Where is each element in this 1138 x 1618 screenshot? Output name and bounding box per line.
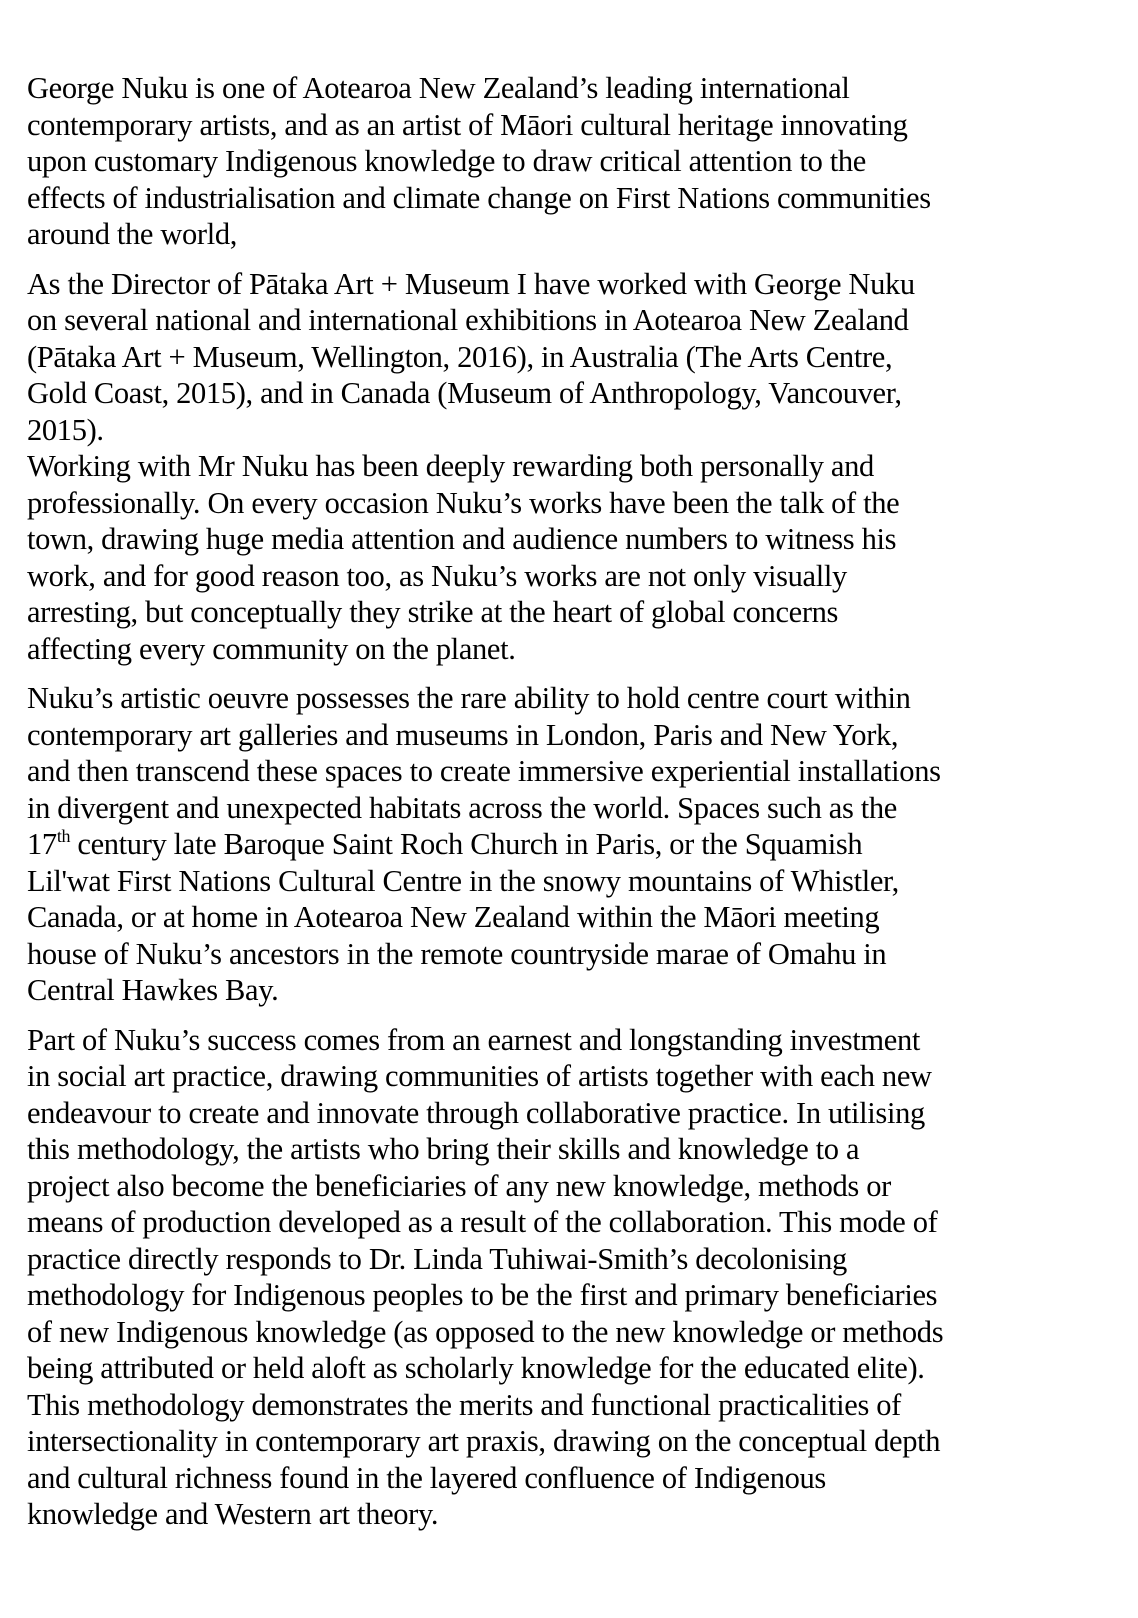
text-line: effects of industrialisation and climate change on First Nations communities — [27, 180, 931, 215]
text-line: this methodology, the artists who bring their skills and knowledge to a — [27, 1132, 860, 1166]
paragraph-artistic-oeuvre — [27, 680, 1127, 1009]
text-line: professionally. On every occasion Nuku’s works have been the talk of the — [27, 485, 900, 520]
text-line: intersectionality in contemporary art praxis, drawing on the conceptual depth — [27, 1424, 941, 1458]
text-line: contemporary art galleries and museums in London, Paris and New York, — [27, 717, 899, 752]
text-line: of new Indigenous knowledge (as opposed to the new knowledge or methods — [27, 1314, 944, 1349]
text-line: house of Nuku’s ancestors in the remote countryside marae of Omahu in — [27, 936, 887, 971]
document-page — [27, 70, 1127, 1533]
text-line: arresting, but conceptually they strike at the heart of global concerns — [27, 595, 839, 629]
paragraph-social-art-practice — [27, 1022, 1127, 1533]
text-line: means of production developed as a result of the collaboration. This mode of — [27, 1205, 938, 1239]
text-line: endeavour to create and innovate through collaborative practice. In utilising — [27, 1095, 925, 1130]
text-line: contemporary artists, and as an artist of Māori cultural heritage innovating — [27, 107, 908, 142]
text-line: town, drawing huge media attention and audience numbers to witness his — [27, 522, 897, 556]
text-line: Central Hawkes Bay. — [27, 973, 279, 1007]
text-line: and then transcend these spaces to create immersive experiential installations — [27, 754, 941, 788]
text-line: As the Director of Pātaka Art + Museum I have worked with George Nuku — [27, 266, 915, 301]
text-line: in divergent and unexpected habitats across the world. Spaces such as the — [27, 790, 897, 825]
text-line: George Nuku is one of Aotearoa New Zealand’s leading international — [27, 71, 850, 105]
text-line: Canada, or at home in Aotearoa New Zealand within the Māori meeting — [27, 900, 880, 934]
text-line-rest: century late Baroque Saint Roch Church in Paris, or the Squamish — [70, 827, 863, 861]
ordinal-number: 17 — [27, 827, 57, 861]
text-line: (Pātaka Art + Museum, Wellington, 2016), in Australia (The Arts Centre, — [27, 339, 893, 374]
text-line: around the world, — [27, 217, 238, 251]
ordinal-suffix: th — [56, 825, 71, 846]
text-line: Lil'wat First Nations Cultural Centre in the snowy mountains of Whistler, — [27, 863, 899, 898]
paragraph-introduction — [27, 70, 1127, 253]
text-line: methodology for Indigenous peoples to be the first and primary beneficiaries — [27, 1278, 938, 1312]
text-line: Gold Coast, 2015), and in Canada (Museum of Anthropology, Vancouver, — [27, 376, 902, 410]
text-line: and cultural richness found in the layered confluence of Indigenous — [27, 1460, 826, 1495]
text-line: Part of Nuku’s success comes from an earnest and longstanding investment — [27, 1022, 920, 1057]
text-line: on several national and international exhibitions in Aotearoa New Zealand — [27, 303, 909, 337]
paragraph-working-with-nuku — [27, 448, 1127, 667]
text-line: being attributed or held aloft as scholarly knowledge for the educated elite). — [27, 1351, 925, 1385]
text-line: Working with Mr Nuku has been deeply rewarding both personally and — [27, 449, 874, 483]
text-line: practice directly responds to Dr. Linda Tuhiwai-Smith’s decolonising — [27, 1241, 847, 1276]
paragraph-exhibitions — [27, 266, 1127, 449]
text-line: affecting every community on the planet. — [27, 631, 516, 666]
text-line: 2015). — [27, 412, 104, 447]
text-line: knowledge and Western art theory. — [27, 1497, 439, 1531]
text-line — [27, 826, 1127, 863]
text-line: work, and for good reason too, as Nuku’s works are not only visually — [27, 558, 847, 593]
text-line: project also become the beneficiaries of any new knowledge, methods or — [27, 1168, 891, 1203]
text-line: upon customary Indigenous knowledge to draw critical attention to the — [27, 144, 866, 178]
text-line: This methodology demonstrates the merits and functional practicalities of — [27, 1387, 901, 1422]
text-line: Nuku’s artistic oeuvre possesses the rare ability to hold centre court within — [27, 681, 911, 715]
text-line: in social art practice, drawing communities of artists together with each new — [27, 1059, 932, 1093]
